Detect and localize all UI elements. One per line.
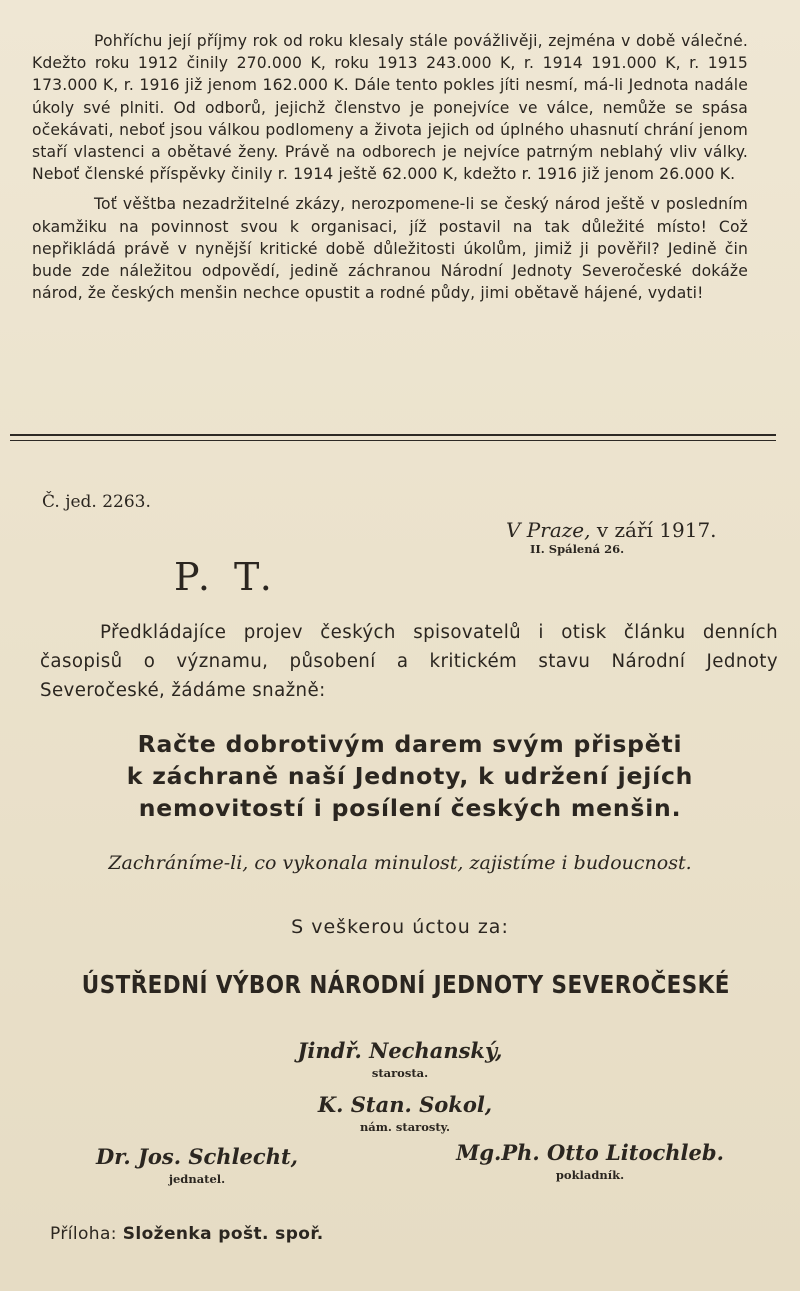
motto: Zachráníme-li, co vykonala minulost, zajistíme i budoucnost. bbox=[108, 852, 692, 874]
signatory-role: nám. starosty. bbox=[359, 1120, 451, 1134]
place: V Praze, bbox=[506, 518, 591, 542]
signatory-name: K. Stan. Sokol, bbox=[317, 1092, 493, 1117]
double-rule-bottom bbox=[10, 440, 776, 441]
closing-respect: S veškerou úctou za: bbox=[291, 916, 509, 938]
signature-treasurer bbox=[440, 1140, 740, 1182]
signatory-name: Dr. Jos. Schlecht, bbox=[96, 1144, 298, 1169]
double-rule-top bbox=[10, 434, 776, 436]
signature-vice-chairman bbox=[290, 1092, 520, 1134]
date: v září 1917. bbox=[596, 518, 717, 542]
place-date bbox=[506, 518, 717, 542]
signatory-name: Jindř. Nechanský, bbox=[297, 1038, 503, 1063]
attachment-value: Složenka pošt. spoř. bbox=[122, 1224, 324, 1244]
address: II. Spálená 26. bbox=[530, 542, 625, 556]
reference-number: Č. jed. 2263. bbox=[42, 492, 151, 512]
signature-chairman bbox=[270, 1038, 530, 1080]
signature-secretary bbox=[72, 1144, 322, 1186]
attachment-note bbox=[50, 1224, 324, 1244]
signatory-name: Mg.Ph. Otto Litochleb. bbox=[456, 1140, 724, 1165]
signatory-role: pokladník. bbox=[555, 1168, 625, 1182]
signatory-role: starosta. bbox=[371, 1066, 429, 1080]
intro-text bbox=[40, 618, 778, 705]
salutation: P. T. bbox=[174, 555, 278, 599]
appeal-text bbox=[32, 30, 748, 304]
donation-plea bbox=[60, 728, 760, 824]
organization-name: ÚSTŘEDNÍ VÝBOR NÁRODNÍ JEDNOTY SEVEROČESKÉ bbox=[81, 970, 730, 999]
plea-line: nemovitostí i posílení českých menšin. bbox=[138, 794, 682, 822]
attachment-label: Příloha: bbox=[50, 1224, 117, 1244]
plea-line: Račte dobrotivým darem svým přispěti bbox=[137, 730, 683, 758]
plea-line: k záchraně naší Jednoty, k udržení jejích bbox=[126, 762, 694, 790]
paragraph-warning: Toť věštba nezadržitelné zkázy, nerozpomene-li se český národ ještě v posledním okamžiku na povinnost svou k organisaci, jíž postavil na tak důležité místo! Což nepřikládá právě v nynější kritické době důležitosti úkolům, jimiž ji pověřil? Jedině čin bude zde náležitou odpovědí, jedině záchranou Národní Jednoty Severočeské dokáže národ, že českých menšin nechce opustit a rodné půdy, jimi obětavě hájené, vydati! bbox=[32, 195, 748, 303]
intro-paragraph: Předkládajíce projev českých spisovatelů i otisk článku denních časopisů o významu, působení a kritickém stavu Národní Jednoty Severočeské, žádáme snažně: bbox=[40, 622, 778, 701]
paragraph-income-decline: Pohříchu její příjmy rok od roku klesaly stále povážlivěji, zejména v době válečné. Kdežto roku 1912 činily 270.000 K, roku 1913 243.000 K, r. 1914 191.000 K, r. 1915 173.000 K, r. 1916 již jenom 162.000 K. Dále tento pokles jíti nesmí, má-li Jednota nadále úkoly své plniti. Od odborů, jejichž členstvo je ponejvíce ve válce, nemůže se spása očekávati, neboť jsou válkou podlomeny a života jejich od úplného uhasnutí chrání jenom staří vlastenci a obětavé ženy. Právě na odborech je nejvíce patrným neblahý vliv války. Neboť členské příspěvky činily r. 1914 ještě 62.000 K, kdežto r. 1916 již jenom 26.000 K. bbox=[32, 32, 748, 184]
signatory-role: jednatel. bbox=[168, 1172, 226, 1186]
